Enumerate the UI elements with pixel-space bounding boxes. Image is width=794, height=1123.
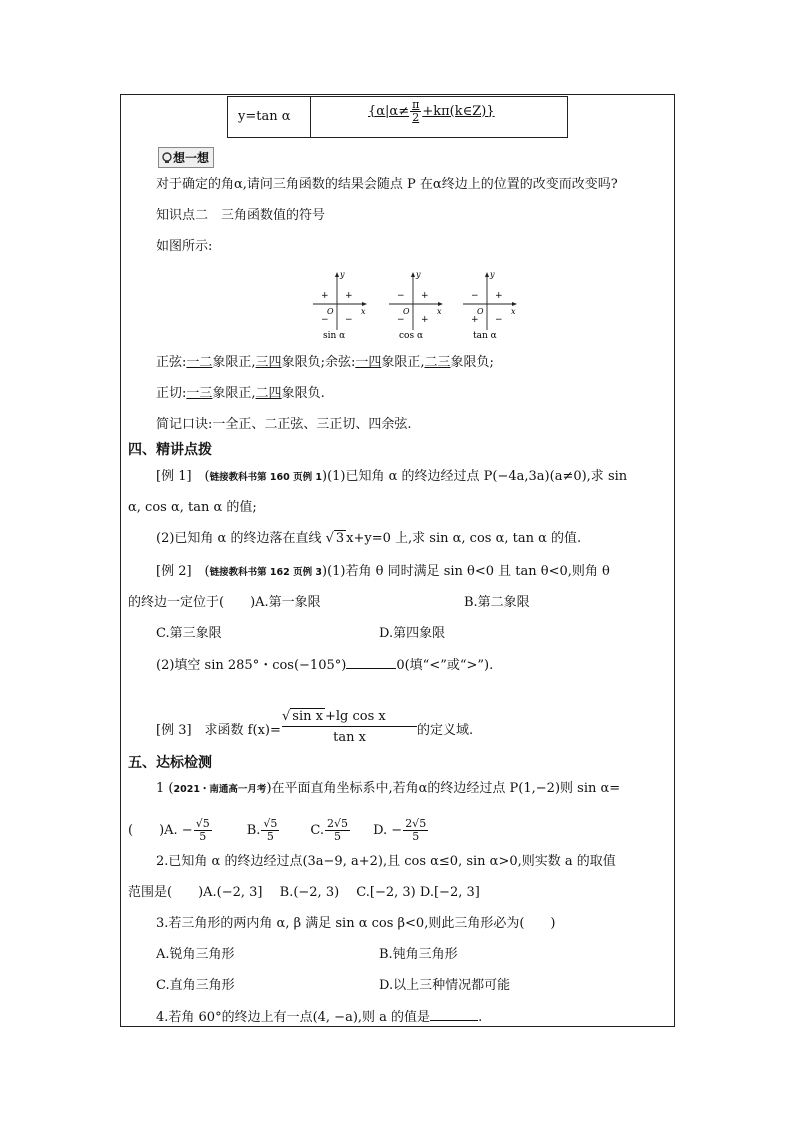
q4-sign: − — [495, 315, 503, 325]
domain-table-row — [227, 96, 568, 138]
q4-sign: − — [345, 315, 353, 325]
option-b-label: B. — [246, 822, 261, 838]
example-3-tail: 的定义域. — [417, 723, 474, 738]
ex-text: x+y=0 上,求 sin α, cos α, tan α 的值. — [346, 531, 582, 546]
pi-over-2 — [410, 99, 421, 124]
ex-text: [例 1] ( — [156, 469, 210, 484]
q1-sign: + — [345, 291, 353, 301]
ex-text: 0(填“<”或“>”). — [396, 658, 494, 673]
frac-num: π — [412, 98, 420, 111]
rule-answer: 二四 — [255, 386, 282, 401]
domain-prefix: {α|α≠ — [368, 103, 410, 119]
frac-den: 2 — [412, 111, 420, 124]
origin: O — [403, 307, 410, 316]
frac-den: 5 — [412, 830, 420, 843]
q3-sign: − — [397, 315, 405, 325]
frac-num: 2√5 — [327, 817, 349, 830]
domain-suffix: +kπ(k∈Z)} — [422, 103, 495, 119]
fraction-numerator: √ sin x +lg cos x — [282, 708, 417, 727]
rule-text: 正弦: — [156, 355, 187, 370]
ex-text: (2)已知角 α 的终边落在直线 — [156, 531, 326, 546]
diagram-name: tan α — [473, 331, 497, 340]
q1-sign: + — [495, 291, 503, 301]
q1-sign: + — [421, 291, 429, 301]
section-4-title: 四、精讲点拨 — [128, 442, 212, 458]
option-c-fraction — [325, 818, 350, 843]
frac-den: 5 — [266, 830, 274, 843]
rule-mnemonic: 简记口诀:一全正、二正弦、三正切、四余弦. — [156, 417, 412, 432]
func-label: y=tan α — [238, 109, 291, 124]
question-2-line-1: 2.已知角 α 的终边经过点(3a−9, a+2),且 cos α≤0, sin α>0,则实数 a 的取值 — [156, 854, 616, 869]
rule-text: 象限正, — [212, 386, 256, 401]
rule-text: 象限负;余弦: — [281, 355, 356, 370]
q-text: . — [478, 1010, 483, 1025]
rule-text: 象限正, — [381, 355, 425, 370]
rule-answer: 二三 — [424, 355, 451, 370]
option-a-fraction — [194, 818, 212, 843]
sign-diagram-tan — [459, 268, 521, 344]
rule-tan — [156, 385, 325, 403]
example-1-line-2: α, cos α, tan α 的值; — [128, 500, 257, 515]
example-1-line-3: (2)已知角 α 的终边落在直线 √ 3 x+y=0 上,求 sin α, cos α, tan α 的值. — [156, 531, 582, 546]
axis-x: x — [437, 307, 442, 316]
ex-text: )(1)若角 θ 同时满足 sin θ<0 且 tan θ<0,则角 θ — [322, 564, 610, 579]
textbook-ref: 链接教科书第 160 页例 1 — [209, 472, 322, 483]
ex-text: (2)填空 sin 285°・cos(−105°) — [156, 658, 347, 673]
axis-x: x — [361, 307, 366, 316]
ex-text: )(1)已知角 α 的终边经过点 P(−4a,3a)(a≠0),求 sin — [322, 469, 628, 484]
question-4 — [156, 1008, 482, 1027]
rule-answer: 三四 — [255, 355, 282, 370]
sign-diagram-sin — [309, 268, 371, 344]
table-cell-func — [228, 97, 311, 137]
frac-num: √5 — [195, 817, 210, 830]
exam-ref: 2021・南通高一月考 — [173, 784, 267, 795]
sqrt-expr: sin x — [292, 709, 323, 724]
answer-blank[interactable] — [430, 1008, 478, 1021]
sign-diagram-cos — [385, 268, 447, 344]
frac-num: 2√5 — [405, 817, 427, 830]
question-1-options — [128, 818, 429, 843]
axis-y: y — [490, 270, 495, 279]
example-2-option-b: B.第二象限 — [464, 595, 530, 610]
example-3-fraction — [282, 708, 417, 748]
rule-answer: 一四 — [355, 355, 382, 370]
question-2-line-2: 范围是( )A.(−2, 3] B.(−2, 3) C.[−2, 3) D.[−2, 3] — [128, 885, 480, 900]
diagram-name: cos α — [399, 331, 424, 340]
origin: O — [327, 307, 334, 316]
example-1-line-1 — [156, 468, 627, 487]
sqrt-value: 3 — [335, 531, 345, 546]
frac-den: 5 — [334, 830, 342, 843]
num-rest: +lg cos x — [324, 709, 386, 724]
think-label: 想一想 — [173, 151, 210, 165]
kp2-intro: 如图所示: — [156, 239, 213, 254]
frac-num: √5 — [263, 817, 278, 830]
origin: O — [477, 307, 484, 316]
example-2-line-1 — [156, 563, 610, 582]
answer-blank[interactable] — [346, 656, 396, 669]
example-2-option-c: C.第三象限 — [156, 626, 222, 641]
rule-text: 正切: — [156, 386, 187, 401]
option-c-label: C. — [310, 822, 325, 838]
question-3-option-c: C.直角三角形 — [156, 978, 235, 993]
diagram-name: sin α — [323, 331, 346, 340]
question-3-option-a: A.锐角三角形 — [156, 947, 235, 962]
rule-answer: 一二 — [186, 355, 213, 370]
question-3-option-d: D.以上三种情况都可能 — [379, 978, 511, 993]
rule-text: 象限负; — [450, 355, 494, 370]
question-3-option-b: B.钝角三角形 — [379, 947, 458, 962]
question-1-line-1 — [156, 780, 620, 799]
axis-y: y — [340, 270, 345, 279]
rule-text: 象限负. — [281, 386, 325, 401]
axis-y: y — [416, 270, 421, 279]
rule-answer: 一三 — [186, 386, 213, 401]
option-b-fraction — [261, 818, 279, 843]
domain-expression — [368, 99, 495, 124]
fraction-denominator: tan x — [333, 730, 366, 745]
q2-sign: − — [471, 291, 479, 301]
option-d-label: D. − — [373, 822, 403, 838]
think-tag — [158, 147, 214, 168]
example-2-line-2: 的终边一定位于( )A.第一象限 — [128, 595, 321, 610]
textbook-ref: 链接教科书第 162 页例 3 — [209, 567, 322, 578]
question-3-stem: 3.若三角形的两内角 α, β 满足 sin α cos β<0,则此三角形必为( ) — [156, 916, 556, 931]
rule-text: 象限正, — [212, 355, 256, 370]
section-5-title: 五、达标检测 — [128, 755, 212, 771]
axis-x: x — [511, 307, 516, 316]
lightbulb-icon — [161, 152, 173, 164]
q3-sign: + — [471, 315, 479, 325]
rule-sin-cos — [156, 354, 494, 372]
q-text: 1 ( — [156, 781, 174, 796]
q4-sign: + — [421, 315, 429, 325]
q2-sign: + — [321, 291, 329, 301]
example-3-label: [例 3] 求函数 f(x)= — [156, 723, 281, 738]
example-2-option-d: D.第四象限 — [379, 626, 446, 641]
q2-sign: − — [397, 291, 405, 301]
q-text: )在平面直角坐标系中,若角α的终边经过点 P(1,−2)则 sin α= — [266, 781, 621, 796]
ex-text: [例 2] ( — [156, 564, 210, 579]
frac-den: 5 — [199, 830, 207, 843]
think-question: 对于确定的角α,请问三角函数的结果会随点 P 在α终边上的位置的改变而改变吗? — [156, 177, 618, 192]
option-d-fraction — [403, 818, 428, 843]
q3-sign: − — [321, 315, 329, 325]
example-2-fill-blank — [156, 656, 493, 675]
kp2-title: 知识点二 三角函数值的符号 — [156, 208, 326, 223]
q-text: ( )A. − — [128, 822, 193, 838]
q-text: 4.若角 60°的终边上有一点(4, −a),则 a 的值是 — [156, 1010, 431, 1025]
